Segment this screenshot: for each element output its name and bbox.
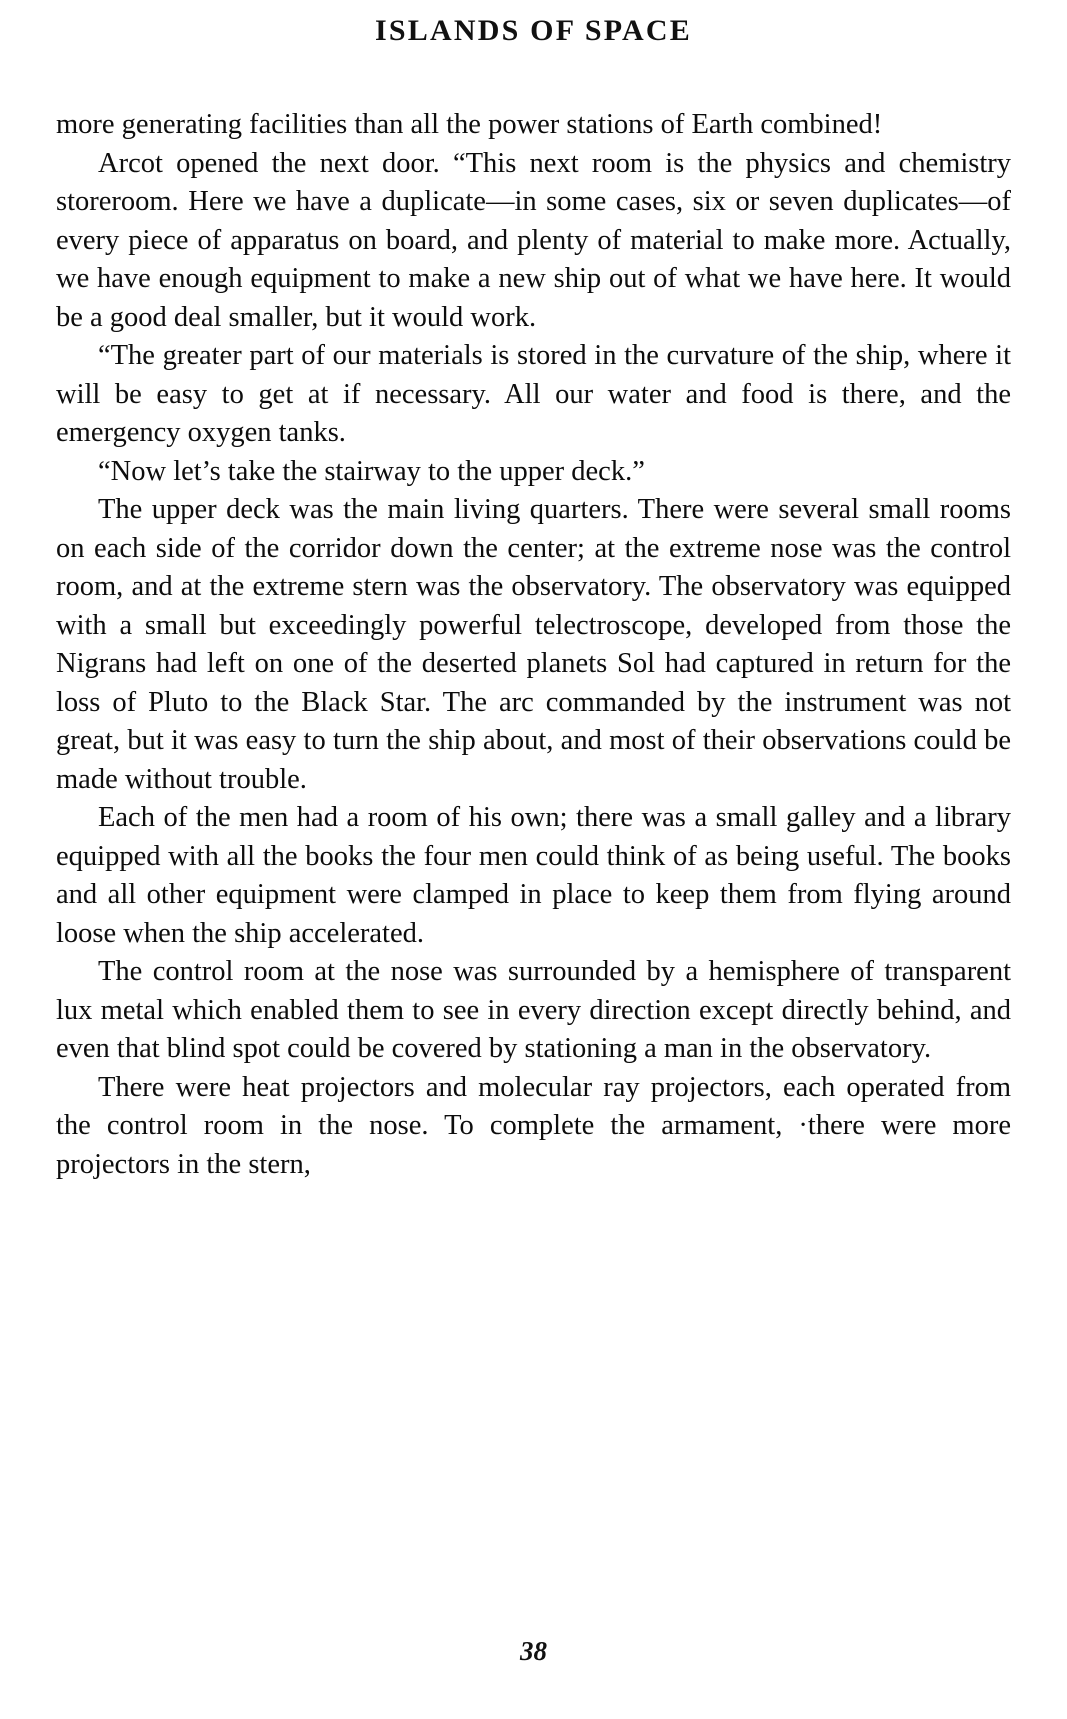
- book-page: [0, 14, 1067, 1719]
- paragraph: “Now let’s take the stairway to the upper deck.”: [98, 455, 645, 487]
- paragraph: The upper deck was the main living quarters. There were several small rooms on each side of the corridor down the center; at the extreme nose was the control room, and at the extreme stern was the observatory. The observatory was equipped with a small but exceedingly powerful telectroscope, developed from those the Nigrans had left on one of the deserted planets Sol had captured in return for the loss of Pluto to the Black Star. The arc commanded by the instrument was not great, but it was easy to turn the ship about, and most of their observations could be made without trouble.: [56, 494, 1011, 795]
- paragraph: “The greater part of our materials is stored in the curvature of the ship, where it will be easy to get at if necessary. All our water and food is there, and the emergency oxygen tanks.: [56, 340, 1011, 448]
- paragraph: There were heat projectors and molecular ray projectors, each operated from the control room in the nose. To complete the armament, ·there were more projectors in the stern,: [56, 1071, 1011, 1180]
- paragraph: Each of the men had a room of his own; there was a small galley and a library equipped with all the books the four men could think of as being useful. The books and all other equipment were clamped in place to keep them from flying around loose when the ship accelerated.: [56, 802, 1011, 949]
- paragraph: Arcot opened the next door. “This next room is the physics and chemistry storeroom. Here we have a duplicate—in some cases, six or seven duplicates—of every piece of apparatus on board, and plenty of material to make more. Actually, we have enough equipment to make a new ship out of what we have here. It would be a good deal smaller, but it would work.: [56, 147, 1011, 333]
- paragraph: The control room at the nose was surrounded by a hemisphere of transparent lux metal which enabled them to see in every direction except directly behind, and even that blind spot could be covered by stationing a man in the observatory.: [56, 956, 1011, 1064]
- paragraph: more generating facilities than all the power stations of Earth combined!: [56, 109, 883, 140]
- page-header-title: ISLANDS OF SPACE: [375, 14, 692, 47]
- body-text-column: [56, 48, 1011, 1184]
- page-number: 38: [520, 1636, 547, 1666]
